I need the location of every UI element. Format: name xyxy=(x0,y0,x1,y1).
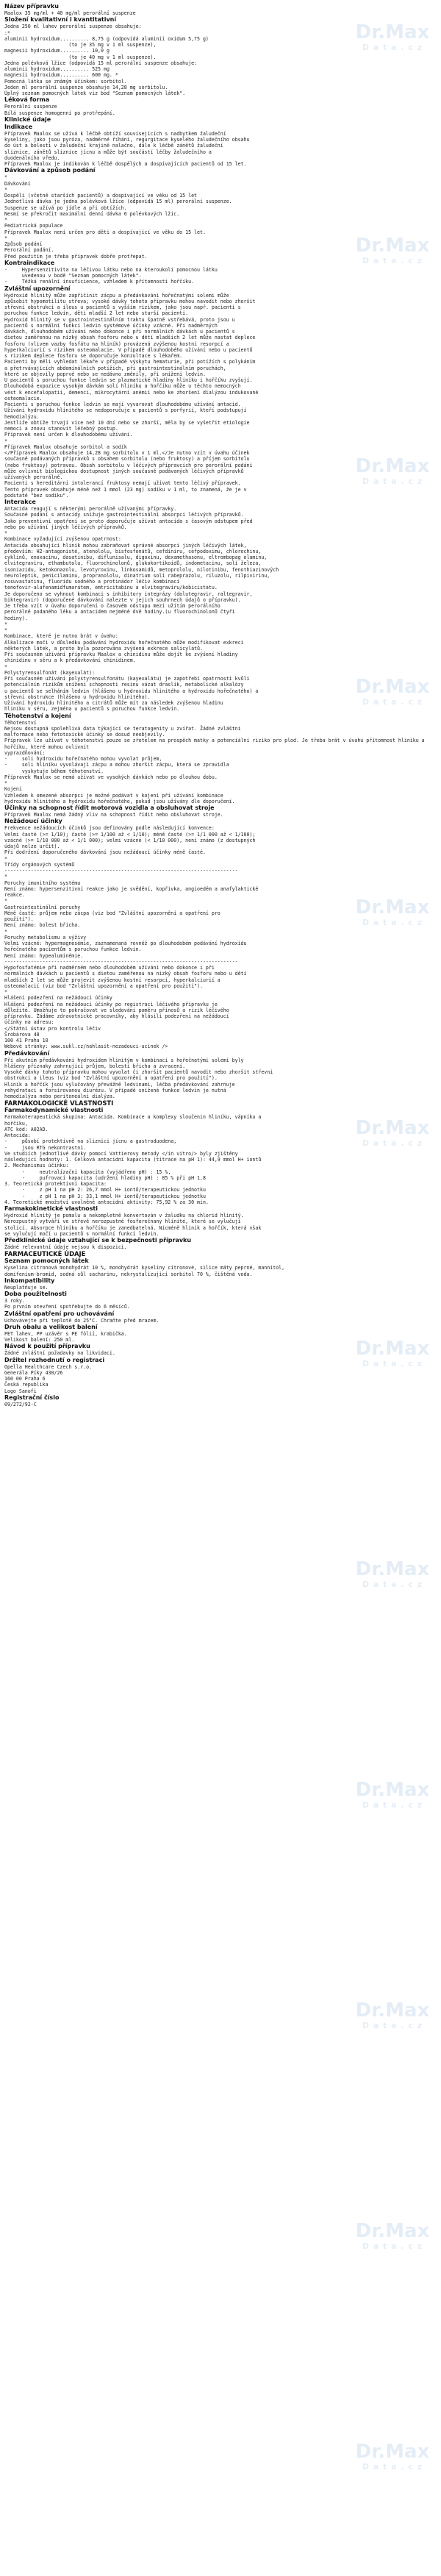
watermark-line1: Dr.Max xyxy=(355,235,430,257)
section-heading: Účinky na schopnost řídit motorová vozidla a obsluhovat stroje xyxy=(4,804,215,811)
section-text: Žádné zvláštní požadavky na likvidaci. xyxy=(4,1350,115,1357)
section-text: Maalox 35 mg/ml + 40 mg/ml perorální suspenze xyxy=(4,10,136,16)
section-heading: Složení kvalitativní i kvantitativní xyxy=(4,16,117,24)
section-text: Opella Healthcare Czech s.r.o. Generála Píky 430/26 160 00 Praha 6 Česká republika Logo Sanofi xyxy=(4,1363,93,1394)
section-heading: Nežádoucí účinky xyxy=(4,818,62,825)
watermark-line1: Dr.Max xyxy=(355,1558,430,1580)
watermark-line1: Dr.Max xyxy=(355,1117,430,1139)
watermark-line1: Dr.Max xyxy=(355,2441,430,2463)
section-text: Neuplatňuje se. xyxy=(4,1284,49,1291)
section-text: Při akutním předávkování hydroxidem hlinitým v kombinaci s hořečnatými solemi byly hlášeny příznaky zahrnující průjem, bolesti břicha a zvracení. Vysoké dávky tohoto přípravku mohou vyvolat či zhoršit pacientů navodit nebo zhoršit střevní obstrukci a ileus (viz bod "Zvláštní upozornění a opatření pro použití"). Hliník a hořčík jsou vylučovány převážně ledvinami, léčba předávkování zahrnuje rehydrataci a forsírovanou diurézu. V případě snížené funkce ledvin je nutná hemodialýza nebo peritoneální dialýza. xyxy=(4,1057,273,1099)
section-text: PET lahev, PP uzávěr s PE fólií, krabička. Velikost balení: 250 ml. xyxy=(4,1330,127,1343)
watermark-line2: D a t a . c z xyxy=(362,43,423,52)
watermark-line2: D a t a . c z xyxy=(362,1138,423,1148)
section-text: Farmakoterapeutická skupina: Antacida. Kombinace a komplexy sloučenin hliníku, vápníku a hořčíku, ATC kód: A02AD. Antacida: - působí protektivně na sliznici jícnu a gastroduodena, - jsou RTG nekontrastní. Ve studiích jednotlivé dávky pomocí Vattierovy metody </in vitro/> byly zjištěny následující hodnoty: 1. Celková antacidní kapacita (titrace na pH 1): 44,9 mmol H+ iontů 2. Mechanismus účinku: - neutralizační kapacita (vyjádřeno pH) : 15 %, - pufrovací kapacita (udržení hladiny pH) : 85 % při pH 1,8 3. Teoretická protektivní kapacita: - z pH 1 na pH 2: 26,7 mmol H+ iontů/terapeutickou jednotku - z pH 1 na pH 3: 33,1 mmol H+ iontů/terapeutickou jednotku 4. Teoretické množství uvolněné antacidní aktivity: 75,92 % za 30 min. xyxy=(4,1114,262,1205)
section-heading: Interakce xyxy=(4,499,36,505)
section-text: * Dávkování * Dospělí (včetně starších pacientů) a dospívající ve věku od 15 let Jednotlivá dávka je jedna polévková lžíce (odpovídá 15 ml) perorální suspenze. Suspenze se užívá po jídle a při obtížích. Nesmí se překročit maximální denní dávka 6 polévkových lžic. * Pediatrická populace Přípravek Maalox není určen pro děti a dospívající ve věku do 15 let. * Způsob podání Perorální podání. Před použitím je třeba přípravek dobře protřepat. xyxy=(4,174,232,260)
watermark-line2: D a t a . c z xyxy=(362,1580,423,1589)
section-heading: Předklinické údaje vztahující se k bezpečnosti přípravku xyxy=(4,1237,192,1244)
section-text: Žádné relevantní údaje nejsou k dispozici. xyxy=(4,1244,127,1250)
section-heading: Kontraindikace xyxy=(4,259,55,266)
watermark-line1: Dr.Max xyxy=(355,1999,430,2022)
section-heading: Inkompatibility xyxy=(4,1277,55,1284)
section-text: Perorální suspenze Bílá suspenze homogenní po protřepání. xyxy=(4,104,115,116)
watermark-line2: D a t a . c z xyxy=(362,1359,423,1369)
section-heading: Předávkování xyxy=(4,1049,50,1057)
section-heading: FARMAKOLOGICKÉ VLASTNOSTI xyxy=(4,1099,114,1107)
section-heading: Indikace xyxy=(4,123,33,130)
section-heading: FARMACEUTICKÉ ÚDAJE xyxy=(4,1250,86,1258)
watermark xyxy=(348,2000,437,2059)
section-text: Přípravek Maalox nemá žádný vliv na schopnost řídit nebo obsluhovat stroje. xyxy=(4,812,223,818)
watermark-line1: Dr.Max xyxy=(355,1338,430,1360)
watermark-line2: D a t a . c z xyxy=(362,697,423,707)
section-text: Těhotenství Nejsou dostupná spolehlivá data týkající se teratogenity u zvířat. Žádné zvláštní malformace nebo fetotoxické účinky se dosud neobjevily. Přípravek lze užívat v těhotenství pouze se zřetelem na prospěch matky a potenciální riziko pro plod. Je třeba brát v úvahu přítomnost hliníku a hořčíku, které mohou ovlivnit vyprazdňování: - soli hydroxidu hořečnatého mohou vyvolat průjem, - soli hliníku vyvolávají zácpu a mohou zhoršit zácpu, která se zpravidla vyskytuje během těhotenství. Přípravek Maalox se nemá užívat ve vysokých dávkách nebo po dlouhou dobu. * Kojení Vzhledem k omezené absorpci je možné podávat v kojení při užívání kombinace hydroxidu hlinitého a hydroxidu hořečnatého, pokud jsou užívány dle doporučení. xyxy=(4,719,425,804)
section-text: Kyselina citronová monohydrát 10 %, monohydrát kyseliny citronové, silice máty peprné, mannitol, domifenium-bromid, sodná sůl sacharinu, nekrystalizující sorbitol 70 %, čištěná voda. xyxy=(4,1265,285,1277)
watermark-line1: Dr.Max xyxy=(355,1779,430,1801)
watermark-line2: D a t a . c z xyxy=(362,2021,423,2030)
section-text: Přípravek Maalox se užívá k léčbě obtíží souvisejících s nadbytkem žaludeční kyseliny, jako jsou pyróza, nadměrné říhání, regurgitace kyselého žaludečního obsahu do úst a bolesti v žaludeční krajině nalačno, dále k léčbě zánětů žaludeční sliznice, zánětů sliznice jícnu a může být součástí léčby žaludečního a duodenálního vředu. Přípravek Maalox je indikován k léčbě dospělých a dospívajících pacientů od 15 let. xyxy=(4,130,250,167)
watermark-line2: D a t a . c z xyxy=(362,256,423,265)
section-heading: Název přípravku xyxy=(4,3,59,10)
section-text: Hydroxid hlinitý může zapříčinit zácpu a předávkování hořečnatými solemi může způsobit hypomotilitu střeva; vysoké dávky tohoto přípravku mohou navodit nebo zhoršit střevní obstrukci a ileus u pacientů s vyšším rizikem, jako jsou např. pacienti s poruchou funkce ledvin, děti mladší 2 let nebo starší pacienti. Hydroxid hlinitý se v gastrointestinálním traktu špatně vstřebává, proto jsou u pacientů s normální funkcí ledvin systémové účinky vzácné. Při nadměrných dávkách, dlouhodobém užívání nebo dokonce i při normálních dávkách u pacientů s dietou zaměřenou na nízký obsah fosforu nebo u dětí mladších 2 let může nastat deplece fosforu (vlivem vazby fosfátu na hliník) provázená zvýšenou kostní resorpcí a hyperkalciurií s rizikem osteomalacie. V případě dlouhodobého užívání nebo u pacientů s rizikem deplece fosforu se doporučuje konzultace s lékařem. Pacienti by měli vyhledat lékaře v případě výskytu hematurie, při potížích s polykáním a přetrvávajících abdominálních potížích, při gastrointestinálním poruchách, které se objevily poprvé nebo se nedávno změnily, při snížení ledvin. U pacientů s poruchou funkce ledvin se plazmatické hladiny hliníku i hořčíku zvyšují. Dlouhodobá expozice vysokým dávkám solí hliníku a hořčíku může u těchto nemocných vést k encefalopatii, demenci, mikrocytární anémii nebo ke zhoršení dialýzou indukované osteomalacie. Pacienti s poruchou funkce ledvin se mají vyvarovat dlouhodobému užívání antacid. Užívání hydroxidu hlinitého se nedoporučuje u pacientů s porfyrií, kteří podstupují hemodialýzu. Jestliže obtíže trvají více než 10 dní nebo se zhorší, měla by se vyšetřit etiologie nemoci a znovu stanovit léčebný postup. Přípravek není určen k dlouhodobému užívání. * Přípravek Maalox obsahuje sorbitol a sodík </Přípravek Maalox obsahuje 14,28 mg sorbitolu v 1 ml.</Je nutno vzít v úvahu účinek současně podávaných přípravků s obsahem sorbitolu (nebo fruktosy) a příjem sorbitolu (nebo fruktosy) potravou. Obsah sorbitolu v léčivých přípravcích pro perorální podání může ovlivnit biologickou dostupnost jiných současně podávaných léčivých přípravků užívaných perorálně. Pacienti s hereditární intolerancí fruktosy nemají užívat tento léčivý přípravek. Tento přípravek obsahuje méně než 1 mmol (23 mg) sodíku v 1 ml, to znamená, že je v podstatě "bez sodíku". xyxy=(4,292,259,499)
watermark-line1: Dr.Max xyxy=(355,676,430,698)
section-heading: Zvláštní upozornění xyxy=(4,285,71,292)
section-heading: Zvláštní opatření pro uchovávání xyxy=(4,1310,115,1317)
watermark xyxy=(348,2441,437,2500)
section-text: - Hypersenzitivita na léčivou látku nebo na kteroukoli pomocnou látku uvedenou v bodě "Seznam pomocných látek". - Těžká renální insuficience, vzhledem k přítomnosti hořčíku. xyxy=(4,266,218,285)
section-text: 3 roky. Po prvním otevření spotřebujte do 6 měsíců. xyxy=(4,1298,130,1310)
section-text: Hydroxid hlinitý je pomalu a nekompletně konvertován v žaludku na chlorid hlinitý. Nerozpustný vytváří ve střevě nerozpustné fosforečnany hlinité, které se vylučují stolicí. Absorpce hliníku a hořčíku je zanedbatelná. Nicméně hliník a hořčík, která však se vylučují močí u pacientů s normální funkcí ledvin. xyxy=(4,1213,262,1237)
watermark-line2: D a t a . c z xyxy=(362,477,423,486)
watermark-line2: D a t a . c z xyxy=(362,2241,423,2251)
watermark xyxy=(348,1559,437,1618)
section-heading: Návod k použití přípravku xyxy=(4,1343,90,1350)
section-heading: Farmakokinetické vlastnosti xyxy=(4,1205,98,1212)
watermark-line1: Dr.Max xyxy=(355,21,430,43)
section-text: 09/272/92-C xyxy=(4,1401,37,1407)
section-text: Jedna 250 ml lahev perorální suspenze obsahuje: :* aluminii hydroxidum.......... 8,75 g (odpovídá aluminii oxidum 5,75 g) (to je 35 mg v 1 ml suspenze), magnesii hydroxidum.......... 10,0 g (to je 40 mg v 1 ml suspenze). Jedna polévková lžíce (odpovídá 15 ml perorální suspenze obsahuje: aluminii hydroxidum.......... 525 mg magnesii hydroxidum.......... 600 mg. * Pomocná látka se známým účinkem: sorbitol. Jeden ml perorální suspenze obsahuje 14,28 mg sorbitolu. Úplný seznam pomocných látek viz bod "Seznam pomocných látek". xyxy=(4,24,209,96)
watermark-line2: D a t a . c z xyxy=(362,1800,423,1810)
section-heading: Registrační číslo xyxy=(4,1394,60,1401)
section-heading: Dávkování a způsob podání xyxy=(4,167,96,174)
section-text: Frekvence nežádoucích účinků jsou definovány podle následující konvence: Velmi časté (>= 1/10); časté (>= 1/100 až < 1/10); méně časté (>= 1/1 000 až < 1/100); vzácné (>= 1/10 000 až < 1/1 000); velmi vzácné (< 1/10 000), není známo (z dostupných údajů nelze určit). Při dodržení doporučeného dávkování jsou nežádoucí účinky méně časté. * Třídy orgánových systémů -------------------------------------------------------------------------------- * Poruchy imunitního systému Není známo: hypersenzitivní reakce jako je svědění, kopřivka, angioedém a anafylaktické reakce. * Gastrointestinální poruchy Méně časté: průjem nebo zácpa (viz bod "Zvláštní upozornění a opatření pro použití"). Není známo: bolest břicha. * Poruchy metabolismu a výživy Velmi vzácné: hypermagnesémie, zaznamenaná rovněž po dlouhodobém podávání hydroxidu hořečnatého pacientům s poruchou funkce ledvin. Není známo: hypealuminémie. -------------------------------------------------------------------------------- Hypofosfatémie při nadměrném nebo dlouhodobém užívání nebo dokonce i při normálních dávkách u pacientů s dietou zaměřenou na nízký obsah fosforu nebo u dětí mladších 2 let se může projevit zvýšenou kostní resorpcí, hyperkalciurií a osteomalacií (viz bod "Zvláštní upozornění a opatření pro použití"). * Hlášení podezření na nežádoucí účinky Hlášení podezření na nežádoucí účinky po registraci léčivého přípravku je důležité. Umožňuje to pokračovat ve sledování poměru přínosů a rizik léčivého přípravku. Žádáme zdravotnické pracovníky, aby hlásili podezření na nežádoucí účinky na adresu: </Státní ústav pro kontrolu léčiv Šrobárova 48 100 41 Praha 10 Webové stránky: www.sukl.cz/nahlasit-nezadouci-ucinek /> xyxy=(4,825,259,1050)
watermark-line1: Dr.Max xyxy=(355,2220,430,2242)
watermark-line2: D a t a . c z xyxy=(362,2462,423,2472)
section-heading: Držitel rozhodnutí o registraci xyxy=(4,1356,105,1363)
section-heading: Těhotenství a kojení xyxy=(4,712,71,719)
section-text: Uchovávejte při teplotě do 25°C. Chraňte před mrazem. xyxy=(4,1317,159,1324)
section-heading: Druh obalu a velikost balení xyxy=(4,1323,98,1330)
section-text: Antacida reagují s některými perorálně užívanými přípravky. Současné podání s antacidy snižuje gastrointestinální absorpci léčivých přípravků. Jako preventivní opatření se proto doporučuje užívat antacida s časovým odstupem před nebo po užívání jiných léčivých přípravků. * Kombinace vyžadující zvýšenou opatrnost: Antacida obsahující hliník mohou zabraňovat správné absorpci jiných léčivých látek, především: H2-antagonisté, atenololu, bisfosfonátů, cefdiniru, cefpodoximu, chlorochinu, cyklinů, enoxacinu, dasatinibu, diflunisalu, digoxinu, dexamethasonu, eltrombopag olaminu, elvitegraviru, ethambutolu, fluorochinolonů, glukokortikoidů, indometacinu, solí železa, isoniazidu, ketokonazolu, levotyroxinu, linkosamidů, metoprololu, nilotinibu, fenothiazinových neuroleptik, penicilaminu, propranololu, dinatrium solí rabeprazolu, riluzolu, rilpivirinu, rosuvastatinu, fluoridu sodného a protinádor léčiv kombinací tenofovir-alafenamidfumarátem, emtricitabinu a elvitegraviru/kobicistatu. Je doporučeno se vyhnout kombinaci s inhibitory integrázy (dolutegravir, raltegravir, biktegravir) (doporučené dávkování nalezte v jejich souhrnech údajů o přípravku). Je třeba vzít v úvahu doporučení o časovém odstupu mezi užitím perorálního perorálně podaného léku a antacidem nejméně dvě hodiny.(u fluorochinolonů čtyři hodiny). * * Kombinace, které je nutno brát v úvahu: Alkalizace moči v důsledku podávání hydroxidu hořečnatého může modifikovat exkreci některých látek, a proto byla pozorována zvýšená exkrece salicylátů. Při současném užívání přípravku Maalox a chinidinu může dojít ke zvýšení hladiny chinidinu v séru a k předávkování chinidinem. * Polystyrensulfonát (kayexalát): Při současném užívání polystyrensulfonátu (kayexalátu) je zapotřebí opatrnosti kvůli potenciálním rizikům snížení schopnosti resinu vázat draslík, metabolické alkalózy u pacientů se selháním ledvin (hlášeno u hydroxidu hlinitého a hydroxidu hořečnatého) a střevní obstrukce (hlášeno u hydroxidu hlinitého). Užívání hydroxidu hlinitého a citrátů může mít za následek zvýšenou hladinu hliníku v séru, zejména u pacientů s poruchou funkce ledvin. xyxy=(4,506,279,713)
watermark-line1: Dr.Max xyxy=(355,896,430,918)
watermark xyxy=(348,2221,437,2280)
section-heading: Doba použitelnosti xyxy=(4,1291,67,1297)
section-heading: Farmakodynamické vlastnosti xyxy=(4,1107,104,1114)
watermark xyxy=(348,1780,437,1838)
section-heading: Seznam pomocných látek xyxy=(4,1257,89,1265)
section-heading: Klinické údaje xyxy=(4,115,51,123)
watermark-line2: D a t a . c z xyxy=(362,918,423,927)
section-heading: Léková forma xyxy=(4,96,50,104)
watermark-line1: Dr.Max xyxy=(355,455,430,477)
